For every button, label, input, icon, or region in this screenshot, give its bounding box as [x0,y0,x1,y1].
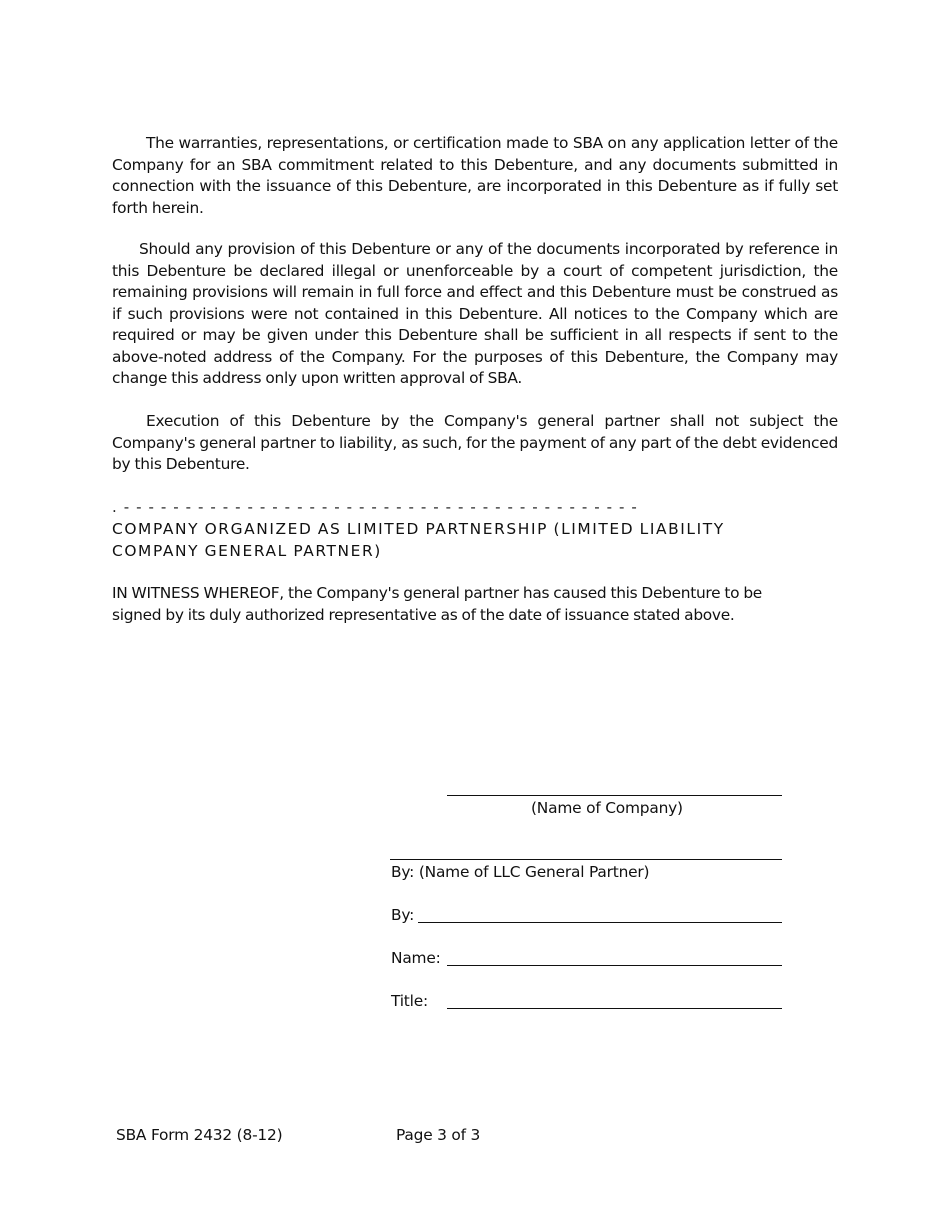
by-signature-line[interactable] [418,922,782,923]
general-partner-line[interactable] [390,859,782,860]
page-number: Page 3 of 3 [396,1126,481,1144]
general-partner-label: By: (Name of LLC General Partner) [391,863,650,881]
company-name-label: (Name of Company) [531,799,683,817]
form-number: SBA Form 2432 (8-12) [116,1126,283,1144]
severability-paragraph: Should any provision of this Debenture or any of the documents incorporated by reference in this Debenture be declared illegal or unenforceable by a court of competent jurisdiction, the remaining provisions will remain in full force and effect and this Debenture must be construed as if such provisions were not contained in this Debenture. All notices to the Company which are required or may be given under this Debenture shall be sufficient in all respects if sent to the above-noted address of the Company. For the purposes of this Debenture, the Company may change this address only upon written approval of SBA. [112,240,838,387]
name-label: Name: [391,949,441,967]
company-name-line[interactable] [447,795,782,796]
title-label: Title: [391,992,428,1010]
section-heading: COMPANY ORGANIZED AS LIMITED PARTNERSHIP (LIMITED LIABILITY COMPANY GENERAL PARTNER) [112,520,725,560]
witness-paragraph: IN WITNESS WHEREOF, the Company's general partner has caused this Debenture to be signed by its duly authorized representative as of the date of issuance stated above. [112,584,762,624]
name-line[interactable] [447,965,782,966]
by-label: By: [391,906,415,924]
warranties-paragraph: The warranties, representations, or certification made to SBA on any application letter of the Company for an SBA commitment related to this Debenture, and any documents submitted in connection with the issuance of this Debenture, are incorporated in this Debenture as if fully set forth herein. [112,134,838,217]
section-separator: . - - - - - - - - - - - - - - - - - - - - - - - - - - - - - - - - - - - - - - - - - - [112,498,638,516]
title-line[interactable] [447,1008,782,1009]
execution-paragraph: Execution of this Debenture by the Company's general partner shall not subject the Company's general partner to liability, as such, for the payment of any part of the debt evidenced by this Debenture. [112,412,838,473]
